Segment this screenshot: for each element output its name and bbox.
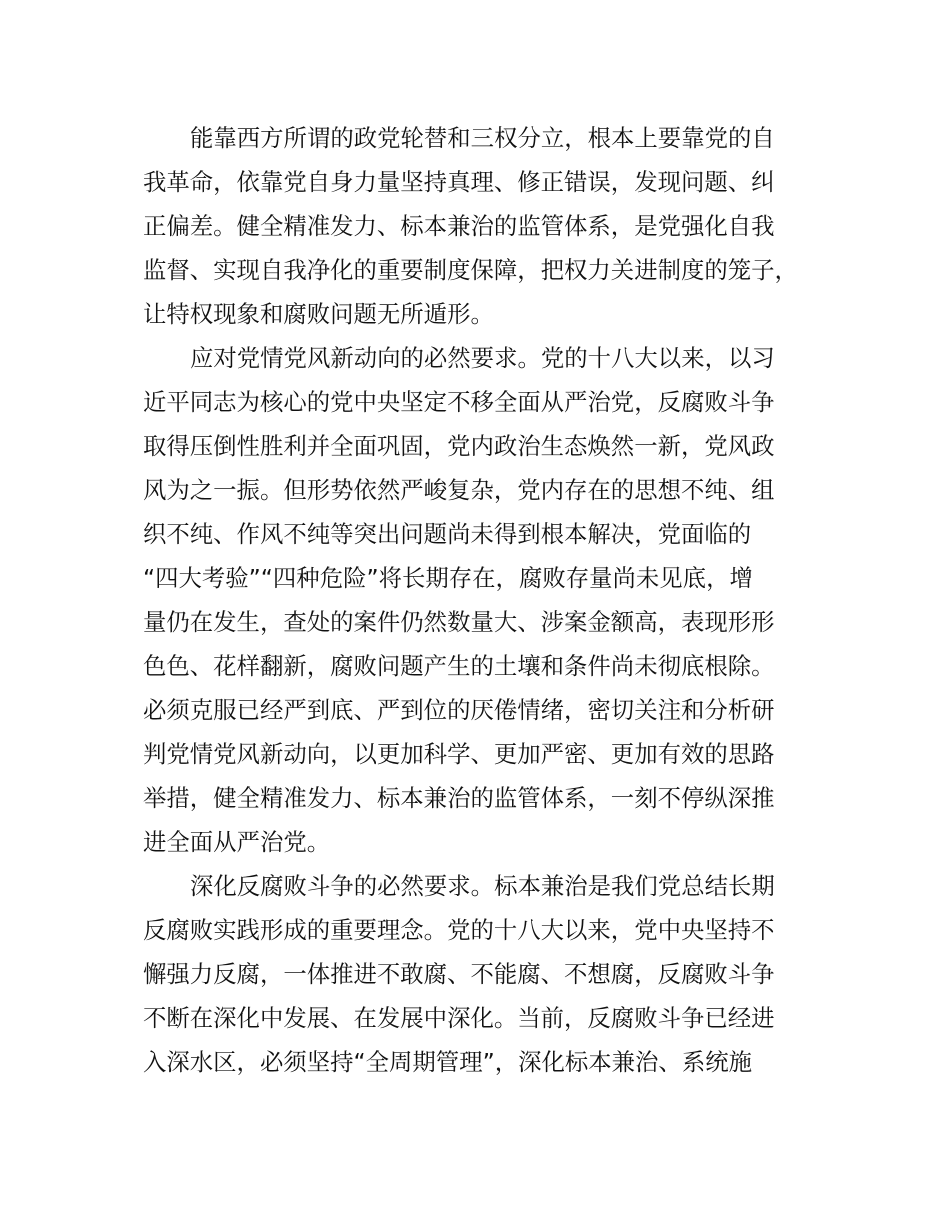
text-line: 量仍在发生，查处的案件仍然数量大、涉案金额高，表现形形 [143,608,775,636]
text-line: 取得压倒性胜利并全面巩固，党内政治生态焕然一新，党风政 [143,432,775,460]
text-line: 能靠西方所谓的政党轮替和三权分立，根本上要靠党的自 [190,124,775,152]
text-line: 应对党情党风新动向的必然要求。党的十八大以来，以习 [190,344,775,372]
text-line: 懈强力反腐，一体推进不敢腐、不能腐、不想腐，反腐败斗争 [143,960,775,988]
text-line: 进全面从严治党。 [143,828,331,856]
text-line: 判党情党风新动向，以更加科学、更加严密、更加有效的思路 [143,740,775,768]
text-line: “四大考验”“四种危险”将长期存在，腐败存量尚未见底，增 [143,564,753,592]
text-line: 举措，健全精准发力、标本兼治的监管体系，一刻不停纵深推 [143,784,775,812]
paragraph-3 [143,864,809,1084]
text-line: 色色、花样翻新，腐败问题产生的土壤和条件尚未彻底根除。 [143,652,775,680]
text-line: 近平同志为核心的党中央坚定不移全面从严治党，反腐败斗争 [143,388,775,416]
text-line: 不断在深化中发展、在发展中深化。当前，反腐败斗争已经进 [143,1004,775,1032]
text-line: 反腐败实践形成的重要理念。党的十八大以来，党中央坚持不 [143,916,775,944]
text-line: 我革命，依靠党自身力量坚持真理、修正错误，发现问题、纠 [143,168,775,196]
text-line: 让特权现象和腐败问题无所遁形。 [143,300,494,328]
text-line: 必须克服已经严到底、严到位的厌倦情绪，密切关注和分析研 [143,696,775,724]
text-line: 正偏差。健全精准发力、标本兼治的监管体系，是党强化自我 [143,212,775,240]
text-line: 深化反腐败斗争的必然要求。标本兼治是我们党总结长期 [190,872,775,900]
text-line: 入深水区，必须坚持“全周期管理”，深化标本兼治、系统施 [143,1048,752,1076]
paragraph-2 [143,336,809,864]
text-line: 风为之一振。但形势依然严峻复杂，党内存在的思想不纯、组 [143,476,775,504]
text-line: 监督、实现自我净化的重要制度保障，把权力关进制度的笼子， [143,256,798,284]
paragraph-1 [143,116,809,336]
text-line: 织不纯、作风不纯等突出问题尚未得到根本解决，党面临的 [143,520,752,548]
document-body [143,116,809,1084]
